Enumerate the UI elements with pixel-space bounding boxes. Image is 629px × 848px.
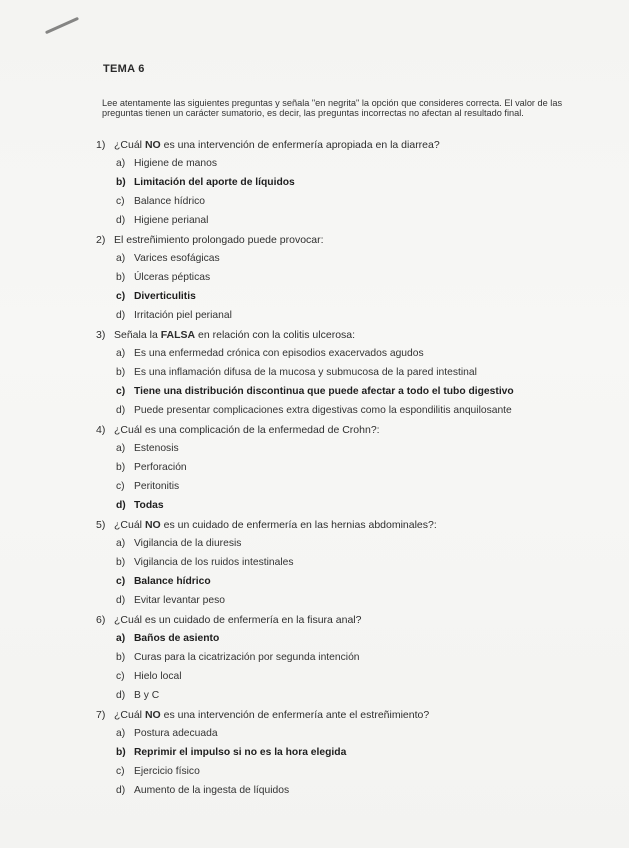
option-selected bbox=[116, 747, 596, 759]
option-text: Peritonitis bbox=[134, 481, 180, 492]
option-text: Vigilancia de la diuresis bbox=[134, 538, 242, 549]
question-text: ¿Cuál bbox=[114, 709, 145, 721]
option-text: Irritación piel perianal bbox=[134, 310, 232, 321]
question-number: 4) bbox=[96, 424, 106, 436]
option bbox=[116, 785, 596, 797]
question-number: 7) bbox=[96, 709, 106, 721]
question-5 bbox=[96, 519, 596, 531]
option-letter: d) bbox=[116, 785, 126, 796]
question-number: 5) bbox=[96, 519, 106, 531]
question-number: 3) bbox=[96, 329, 106, 341]
pen-mark bbox=[45, 17, 79, 34]
question-text: ¿Cuál bbox=[114, 139, 145, 151]
option bbox=[116, 405, 596, 417]
option bbox=[116, 348, 596, 360]
question-text-end: es una intervención de enfermería apropiada en la diarrea? bbox=[160, 139, 440, 151]
option-letter: d) bbox=[116, 500, 126, 511]
option-text: Diverticulitis bbox=[134, 291, 196, 302]
option-text: Curas para la cicatrización por segunda intención bbox=[134, 652, 360, 663]
option-letter: b) bbox=[116, 747, 126, 758]
question-text: ¿Cuál es un cuidado de enfermería en la fisura anal? bbox=[114, 614, 362, 626]
option-text: Úlceras pépticas bbox=[134, 272, 211, 283]
option-letter: b) bbox=[116, 367, 126, 378]
question-text-end: es una intervención de enfermería ante el estreñimiento? bbox=[160, 709, 430, 721]
option-letter: d) bbox=[116, 595, 126, 606]
option-text: Balance hídrico bbox=[134, 576, 211, 587]
option bbox=[116, 652, 596, 664]
option-letter: a) bbox=[116, 538, 126, 549]
option bbox=[116, 557, 596, 569]
option-text: Puede presentar complicaciones extra digestivas como la espondilitis anquilosante bbox=[134, 405, 512, 416]
option-letter: a) bbox=[116, 348, 126, 359]
question-1 bbox=[96, 139, 596, 151]
option bbox=[116, 728, 596, 740]
option bbox=[116, 671, 596, 683]
option-selected bbox=[116, 291, 596, 303]
option-text: Aumento de la ingesta de líquidos bbox=[134, 785, 290, 796]
option-text: Limitación del aporte de líquidos bbox=[134, 177, 295, 188]
option-letter: b) bbox=[116, 652, 126, 663]
option-letter: d) bbox=[116, 690, 126, 701]
option-letter: a) bbox=[116, 633, 126, 644]
option-text: Ejercicio físico bbox=[134, 766, 200, 777]
option-letter: a) bbox=[116, 443, 126, 454]
question-list bbox=[96, 139, 596, 804]
page-title: TEMA 6 bbox=[103, 63, 145, 75]
option-text: Higiene perianal bbox=[134, 215, 209, 226]
option-letter: a) bbox=[116, 158, 126, 169]
option-letter: c) bbox=[116, 291, 126, 302]
option-letter: b) bbox=[116, 462, 126, 473]
question-emphasis: NO bbox=[144, 519, 161, 531]
question-emphasis: NO bbox=[144, 139, 161, 151]
option-text: Es una inflamación difusa de la mucosa y submucosa de la pared intestinal bbox=[134, 367, 477, 378]
question-text: Señala la bbox=[114, 329, 161, 341]
option-letter: c) bbox=[116, 766, 125, 777]
option-selected bbox=[116, 500, 596, 512]
question-4 bbox=[96, 424, 596, 436]
option-letter: c) bbox=[116, 671, 125, 682]
option-text: Es una enfermedad crónica con episodios exacervados agudos bbox=[134, 348, 424, 359]
option bbox=[116, 272, 596, 284]
option bbox=[116, 538, 596, 550]
option-letter: a) bbox=[116, 728, 126, 739]
option-letter: c) bbox=[116, 481, 125, 492]
option-letter: a) bbox=[116, 253, 126, 264]
question-emphasis: NO bbox=[144, 709, 161, 721]
question-number: 1) bbox=[96, 139, 106, 151]
question-text: ¿Cuál bbox=[114, 519, 145, 531]
option bbox=[116, 443, 596, 455]
instructions-paragraph: Lee atentamente las siguientes preguntas y señala "en negrita" la opción que consideres correcta. El valor de las preguntas tienen un carácter sumatorio, es decir, las preguntas incorrectas no afectan al resultado final. bbox=[102, 98, 563, 118]
option-letter: d) bbox=[116, 310, 126, 321]
question-2 bbox=[96, 234, 596, 246]
option bbox=[116, 481, 596, 493]
question-number: 6) bbox=[96, 614, 106, 626]
option-selected bbox=[116, 386, 596, 398]
option bbox=[116, 690, 596, 702]
option-text: Estenosis bbox=[134, 443, 179, 454]
option-text: Baños de asiento bbox=[134, 633, 220, 644]
option-text: Varices esofágicas bbox=[134, 253, 220, 264]
option-text: Hielo local bbox=[134, 671, 182, 682]
option-letter: c) bbox=[116, 196, 125, 207]
question-text: El estreñimiento prolongado puede provocar: bbox=[114, 234, 324, 246]
option bbox=[116, 158, 596, 170]
option bbox=[116, 462, 596, 474]
option-letter: b) bbox=[116, 557, 126, 568]
question-text: ¿Cuál es una complicación de la enfermedad de Crohn?: bbox=[114, 424, 380, 436]
option-text: B y C bbox=[134, 690, 160, 701]
option-text: Tiene una distribución discontinua que puede afectar a todo el tubo digestivo bbox=[134, 386, 514, 397]
question-number: 2) bbox=[96, 234, 106, 246]
option-selected bbox=[116, 576, 596, 588]
option-letter: c) bbox=[116, 576, 126, 587]
option-text: Vigilancia de los ruidos intestinales bbox=[134, 557, 294, 568]
option bbox=[116, 196, 596, 208]
question-6 bbox=[96, 614, 596, 626]
option-text: Todas bbox=[134, 500, 164, 511]
option bbox=[116, 310, 596, 322]
question-3 bbox=[96, 329, 596, 341]
option-letter: b) bbox=[116, 272, 126, 283]
option-text: Postura adecuada bbox=[134, 728, 218, 739]
question-text-end: es un cuidado de enfermería en las hernias abdominales?: bbox=[160, 519, 437, 531]
option bbox=[116, 766, 596, 778]
option-letter: d) bbox=[116, 215, 126, 226]
option bbox=[116, 367, 596, 379]
question-text-end: en relación con la colitis ulcerosa: bbox=[195, 329, 356, 341]
option-text: Balance hídrico bbox=[134, 196, 205, 207]
option-text: Evitar levantar peso bbox=[134, 595, 226, 606]
option-selected bbox=[116, 633, 596, 645]
question-7 bbox=[96, 709, 596, 721]
option-letter: b) bbox=[116, 177, 126, 188]
option-text: Reprimir el impulso si no es la hora elegida bbox=[134, 747, 347, 758]
option bbox=[116, 253, 596, 265]
option-selected bbox=[116, 177, 596, 189]
option bbox=[116, 595, 596, 607]
option-text: Higiene de manos bbox=[134, 158, 217, 169]
option bbox=[116, 215, 596, 227]
question-emphasis: FALSA bbox=[160, 329, 196, 341]
option-letter: d) bbox=[116, 405, 126, 416]
option-letter: c) bbox=[116, 386, 126, 397]
option-text: Perforación bbox=[134, 462, 187, 473]
